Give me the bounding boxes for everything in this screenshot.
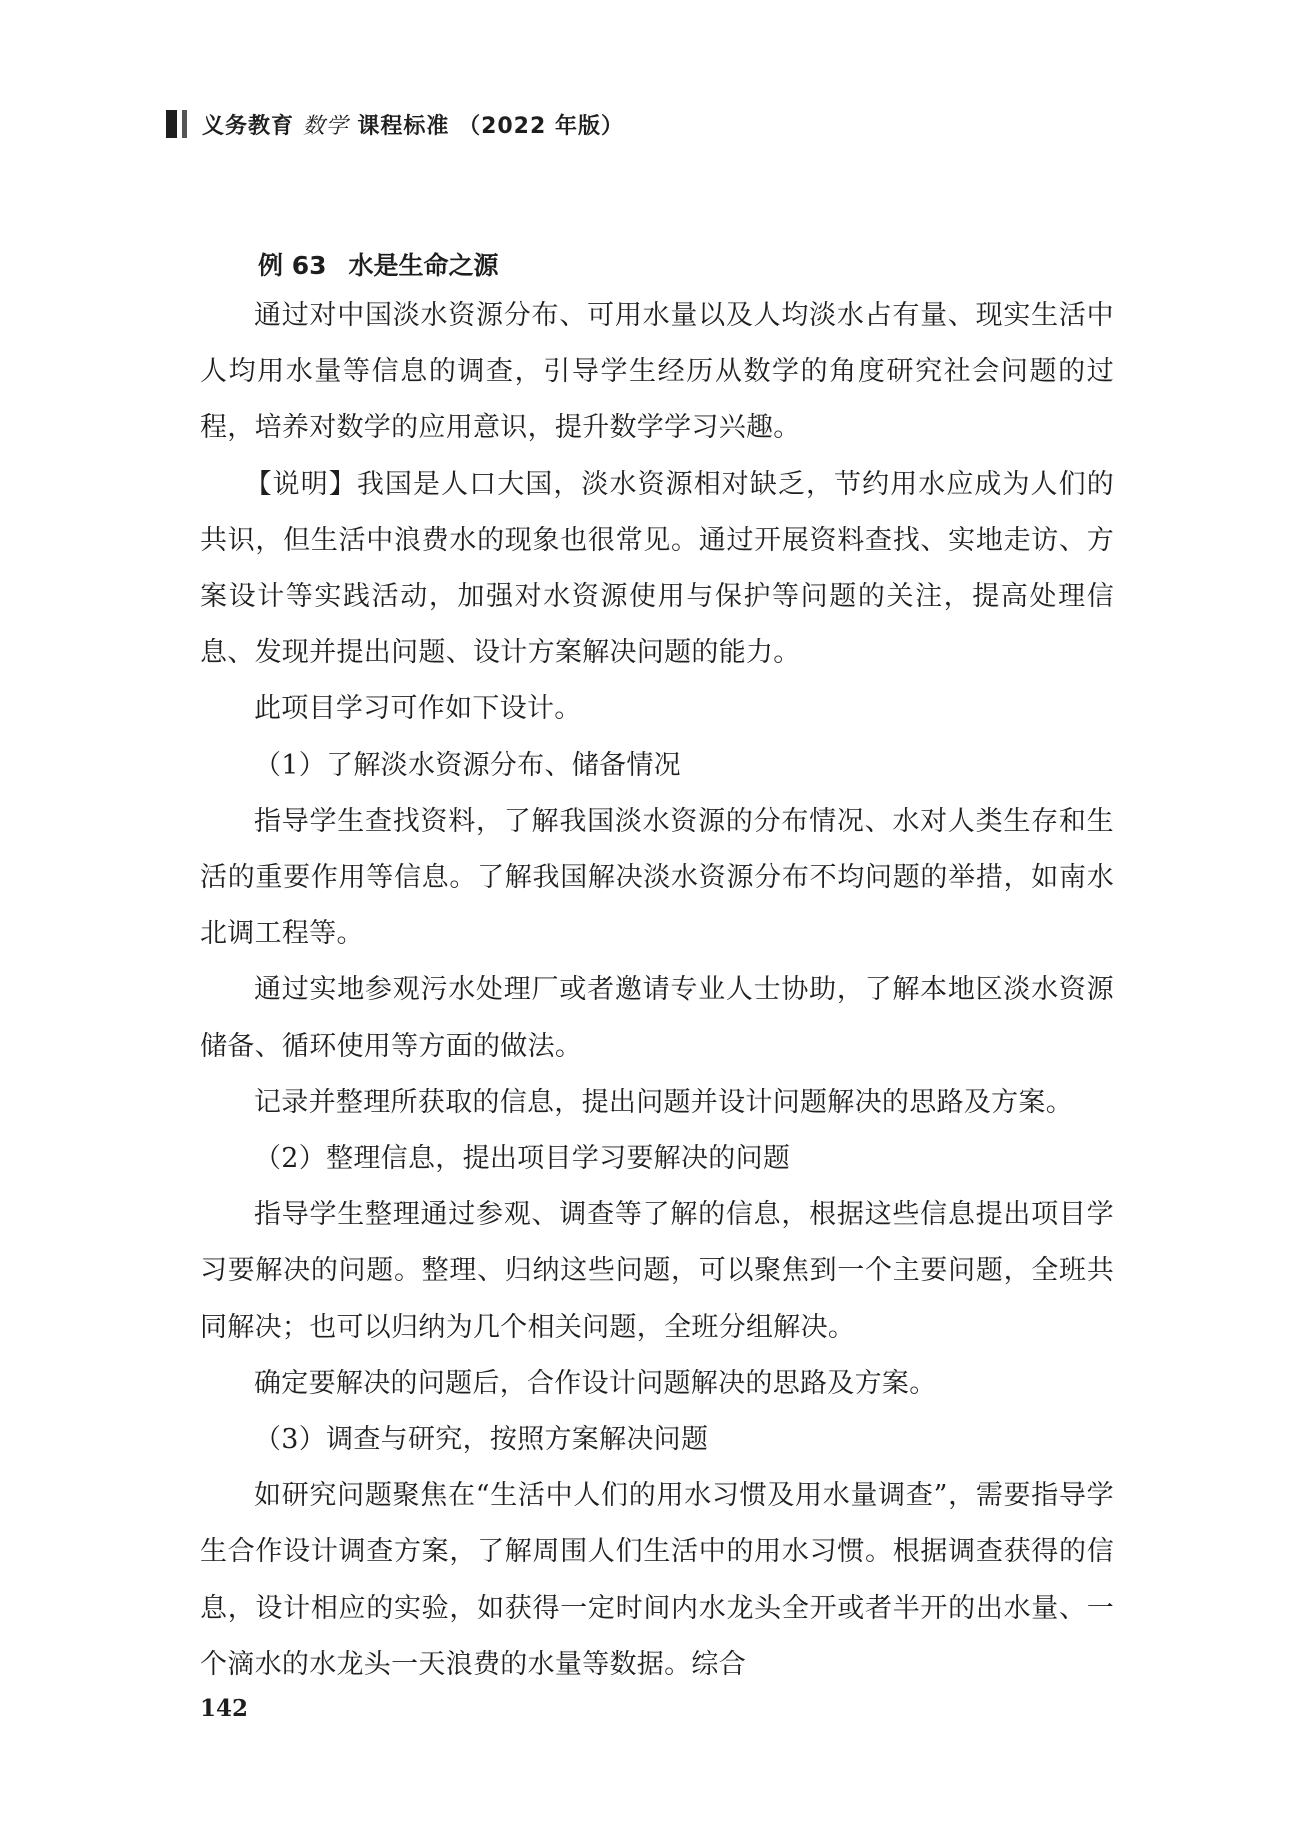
- step1-paragraph-2: 通过实地参观污水处理厂或者邀请专业人士协助，了解本地区淡水资源储备、循环使用等方面的做法。: [200, 974, 1114, 1062]
- design-intro: 此项目学习可作如下设计。: [254, 693, 582, 725]
- note-paragraph: [200, 457, 1114, 682]
- step2-paragraph-1: 指导学生整理通过参观、调查等了解的信息，根据这些信息提出项目学习要解决的问题。整理、归纳这些问题，可以聚焦到一个主要问题，全班共同解决；也可以归纳为几个相关问题，全班分组解决。: [200, 1199, 1114, 1343]
- book-title-subject: 数学: [302, 113, 349, 139]
- step1-title: （1）了解淡水资源分布、储备情况: [254, 749, 681, 781]
- step3-title: （3）调查与研究，按照方案解决问题: [254, 1424, 709, 1456]
- page-body: [200, 244, 1114, 1693]
- page-number: 142: [200, 1695, 249, 1722]
- step1-paragraph-3: 记录并整理所获取的信息，提出问题并设计问题解决的思路及方案。: [254, 1086, 1073, 1118]
- note-text: 我国是人口大国，淡水资源相对缺乏，节约用水应成为人们的共识，但生活中浪费水的现象也很常见。通过开展资料查找、实地走访、方案设计等实践活动，加强对水资源使用与保护等问题的关注，提高处理信息、发现并提出问题、设计方案解决问题的能力。: [200, 468, 1114, 669]
- book-edition: （2022 年版）: [458, 113, 624, 139]
- example-title: 水是生命之源: [348, 251, 499, 280]
- book-title-part2: 课程标准: [357, 113, 450, 139]
- step2-title: （2）整理信息，提出项目学习要解决的问题: [254, 1143, 791, 1175]
- example-number: 例 63: [258, 251, 327, 280]
- step2-paragraph-2: 确定要解决的问题后，合作设计问题解决的思路及方案。: [254, 1367, 937, 1399]
- running-header: [166, 104, 624, 144]
- intro-paragraph: 通过对中国淡水资源分布、可用水量以及人均淡水占有量、现实生活中人均用水量等信息的调查，引导学生经历从数学的角度研究社会问题的过程，培养对数学的应用意识，提升数学学习兴趣。: [200, 300, 1114, 444]
- book-title: [202, 109, 624, 140]
- step3-paragraph-1: 如研究问题聚焦在“生活中人们的用水习惯及用水量调查”，需要指导学生合作设计调查方案，了解周围人们生活中的用水习惯。根据调查获得的信息，设计相应的实验，如获得一定时间内水龙头全开或者半开的出水量、一个滴水的水龙头一天浪费的水量等数据。综合: [200, 1480, 1114, 1680]
- note-label: 【说明】: [244, 468, 357, 500]
- book-title-part1: 义务教育: [202, 113, 295, 139]
- step1-paragraph-1: 指导学生查找资料，了解我国淡水资源的分布情况、水对人类生存和生活的重要作用等信息。了解我国解决淡水资源分布不均问题的举措，如南水北调工程等。: [200, 805, 1114, 950]
- header-bar-icon: [166, 110, 192, 138]
- example-heading: [258, 244, 1114, 288]
